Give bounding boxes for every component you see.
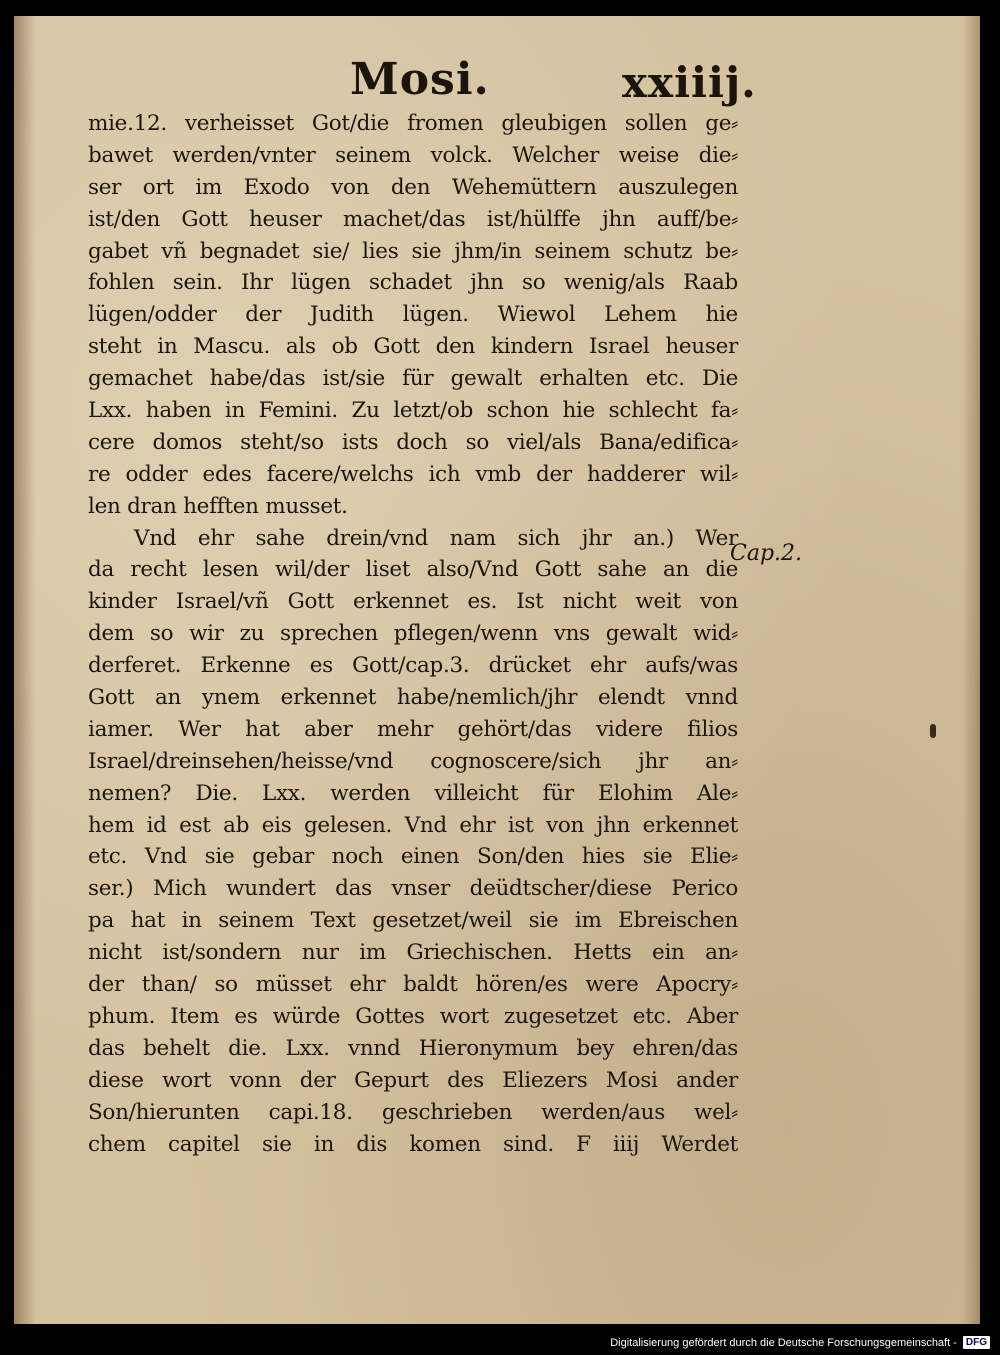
page-shadow-left <box>14 16 36 1324</box>
text-line: nemen? Die. Lxx. werden villeicht für Elohim Ale⸗ <box>88 780 738 806</box>
text-line: mie.12. verheisset Got/die fromen gleubigen sollen ge⸗ <box>88 111 738 136</box>
ink-smudge <box>930 724 936 738</box>
text-line: Son/hierunten capi.18. geschrieben werden/aus wel⸗ <box>88 1099 738 1125</box>
folio-number: xxiiij. <box>622 58 757 107</box>
text-line: steht in Mascu. als ob Gott den kindern Israel heuser <box>88 334 738 360</box>
text-line: der than/ so müsset ehr baldt hören/es were Apocry⸗ <box>88 972 738 998</box>
text-line: Israel/dreinsehen/heisse/vnd cognoscere/sich jhr an⸗ <box>88 748 738 774</box>
text-line: das behelt die. Lxx. vnnd Hieronymum bey ehren/das <box>88 1035 738 1061</box>
dfg-logo-icon: DFG <box>963 1336 990 1349</box>
text-line: gabet vñ begnadet sie/ lies sie jhm/in seinem schutz be⸗ <box>88 238 738 264</box>
text-line: Lxx. haben in Femini. Zu letzt/ob schon hie schlecht fa⸗ <box>88 398 738 424</box>
text-line: dem so wir zu sprechen pflegen/wenn vns gewalt wid⸗ <box>88 621 738 647</box>
text-line: Gott an ynem erkennet habe/nemlich/jhr elendt vnnd <box>88 685 738 711</box>
text-line: cere domos steht/so ists doch so viel/als Bana/edifica⸗ <box>88 429 738 455</box>
text-line: derferet. Erkenne es Gott/cap.3. drücket ehr aufs/was <box>88 653 738 679</box>
text-line: etc. Vnd sie gebar noch einen Son/den hies sie Elie⸗ <box>88 844 738 870</box>
marginal-note: Cap.2. <box>730 541 803 566</box>
text-line: kinder Israel/vñ Gott erkennet es. Ist nicht weit von <box>88 589 738 615</box>
text-line: ser ort im Exodo von den Wehemüttern auszulegen <box>88 174 738 200</box>
text-line: re odder edes facere/welchs ich vmb der hadderer wil⸗ <box>88 461 738 487</box>
text-line: chem capitel sie in dis komen sind. F iiij Werdet <box>88 1131 738 1157</box>
text-line: len dran hefften musset. <box>88 493 348 519</box>
page-shadow-right <box>962 16 980 1324</box>
text-line: bawet werden/vnter seinem volck. Welcher weise die⸗ <box>88 142 738 168</box>
text-line: gemachet habe/das ist/sie für gewalt erhalten etc. Die <box>88 366 738 392</box>
text-line: ser.) Mich wundert das vnser deüdtscher/diese Perico <box>88 876 738 902</box>
running-head: Mosi. <box>350 54 490 105</box>
text-line: pa hat in seinem Text gesetzet/weil sie im Ebreischen <box>88 908 738 934</box>
text-line: phum. Item es würde Gottes wort zugesetzet etc. Aber <box>88 1003 738 1029</box>
text-block <box>88 108 738 1160</box>
book-page <box>14 16 980 1324</box>
text-line: hem id est ab eis gelesen. Vnd ehr ist von jhn erkennet <box>88 812 738 838</box>
text-line: nicht ist/sondern nur im Griechischen. Hetts ein an⸗ <box>88 940 738 966</box>
text-line: diese wort vonn der Gepurt des Eliezers Mosi ander <box>88 1067 738 1093</box>
text-line: lügen/odder der Judith lügen. Wiewol Lehem hie <box>88 302 738 328</box>
text-line: fohlen sein. Ihr lügen schadet jhn so wenig/als Raab <box>88 270 738 296</box>
digitization-footer <box>610 1336 990 1349</box>
funding-credit: Digitalisierung gefördert durch die Deutsche Forschungsgemeinschaft - <box>610 1336 957 1349</box>
text-line: iamer. Wer hat aber mehr gehört/das videre filios <box>88 716 738 742</box>
text-line: Vnd ehr sahe drein/vnd nam sich jhr an.) Wer <box>134 525 738 551</box>
text-line: ist/den Gott heuser machet/das ist/hülffe jhn auff/be⸗ <box>88 206 738 232</box>
text-line: da recht lesen wil/der liset also/Vnd Gott sahe an die <box>88 557 738 583</box>
